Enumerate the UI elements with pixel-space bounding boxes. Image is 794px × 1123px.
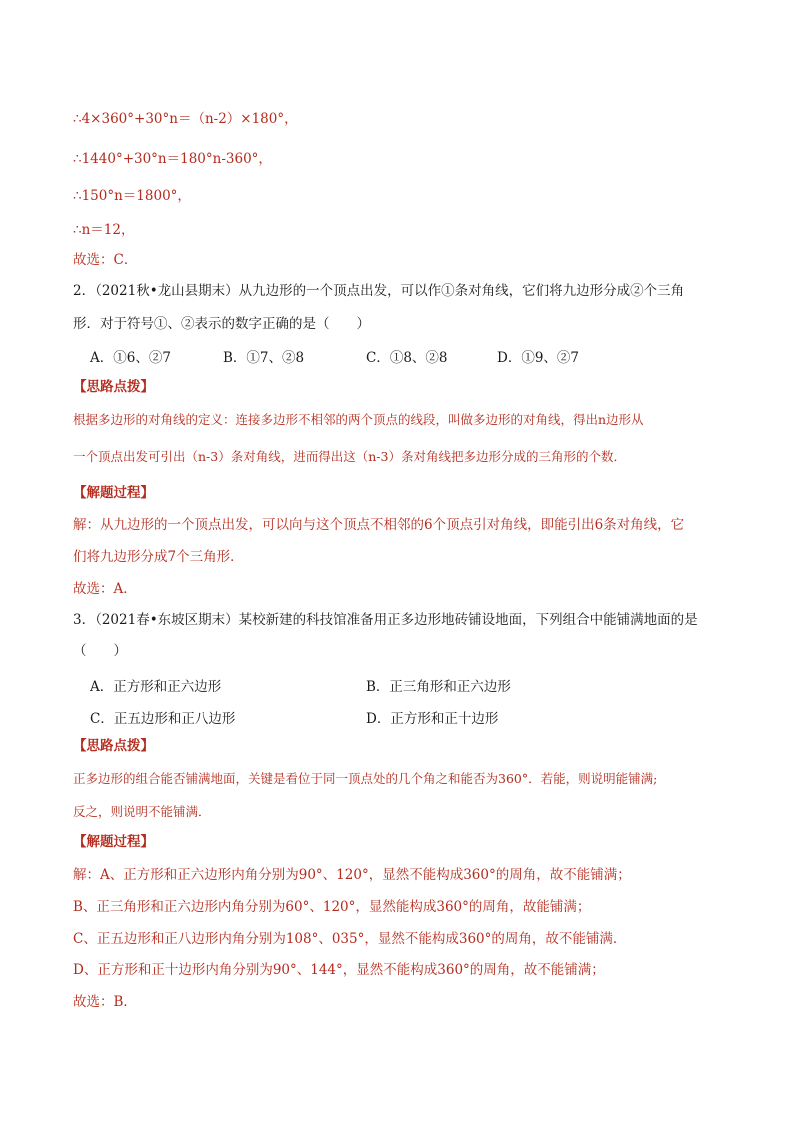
option-d: D．①9、②7: [497, 350, 580, 366]
option-b: B．①7、②8: [223, 350, 305, 366]
hint-text: 反之，则说明不能铺满．: [73, 804, 211, 819]
option-d: D．正方形和正十边形: [366, 711, 499, 727]
hint-title: 【思路点拨】: [73, 738, 154, 754]
answer-line: 故选：C．: [73, 252, 138, 268]
solution-text: 解：A、正方形和正六边形内角分别为90°、120°，显然不能构成360°的周角，故不能铺满；: [73, 867, 631, 883]
question-3-stem: （ ）: [73, 643, 127, 659]
question-2-stem: 形．对于符号①、②表示的数字正确的是（ ）: [73, 316, 370, 332]
answer-line: 故选：A．: [73, 581, 137, 597]
option-a: A．①6、②7: [90, 350, 171, 366]
solution-title: 【解题过程】: [73, 834, 154, 850]
solution-text: 解：从九边形的一个顶点出发，可以向与这个顶点不相邻的6个顶点引对角线，即能引出6条对角线，它: [73, 517, 685, 533]
solution-step: ∴1440°+30°n＝180°n-360°，: [73, 151, 272, 167]
solution-text: 们将九边形分成7个三角形．: [73, 549, 244, 565]
question-3-stem: 3．（2021春•东坡区期末）某校新建的科技馆准备用正多边形地砖铺设地面，下列组合中能铺满地面的是: [73, 612, 698, 628]
solution-text: C、正五边形和正八边形内角分别为108°、035°，显然不能构成360°的周角，故不能铺满．: [73, 931, 627, 947]
solution-step: ∴150°n＝1800°，: [73, 188, 191, 204]
hint-text: 一个顶点出发可引出（n-3）条对角线，进而得出这（n-3）条对角线把多边形分成的三角形的个数．: [73, 449, 626, 464]
option-b: B．正三角形和正六边形: [366, 679, 511, 695]
solution-text: D、正方形和正十边形内角分别为90°、144°，显然不能构成360°的周角，故不能铺满；: [73, 962, 605, 978]
hint-text: 正多边形的组合能否铺满地面，关键是看位于同一顶点处的几个角之和能否为360°．若能，则说明能铺满;: [73, 771, 658, 786]
solution-step: ∴4×360°+30°n＝（n-2）×180°，: [73, 111, 298, 127]
solution-title: 【解题过程】: [73, 485, 154, 501]
question-2-stem: 2．（2021秋•龙山县期末）从九边形的一个顶点出发，可以作①条对角线，它们将九边形分成②个三角: [73, 283, 685, 299]
option-c: C．正五边形和正八边形: [90, 711, 236, 727]
option-a: A．正方形和正六边形: [90, 679, 222, 695]
hint-text: 根据多边形的对角线的定义：连接多边形不相邻的两个顶点的线段，叫做多边形的对角线，得出n边形从: [73, 412, 644, 427]
option-c: C．①8、②8: [366, 350, 448, 366]
solution-text: B、正三角形和正六边形内角分别为60°、120°，显然能构成360°的周角，故能铺满；: [73, 899, 591, 915]
hint-title: 【思路点拨】: [73, 379, 154, 395]
answer-line: 故选：B．: [73, 994, 137, 1010]
solution-step: ∴n＝12，: [73, 222, 135, 238]
